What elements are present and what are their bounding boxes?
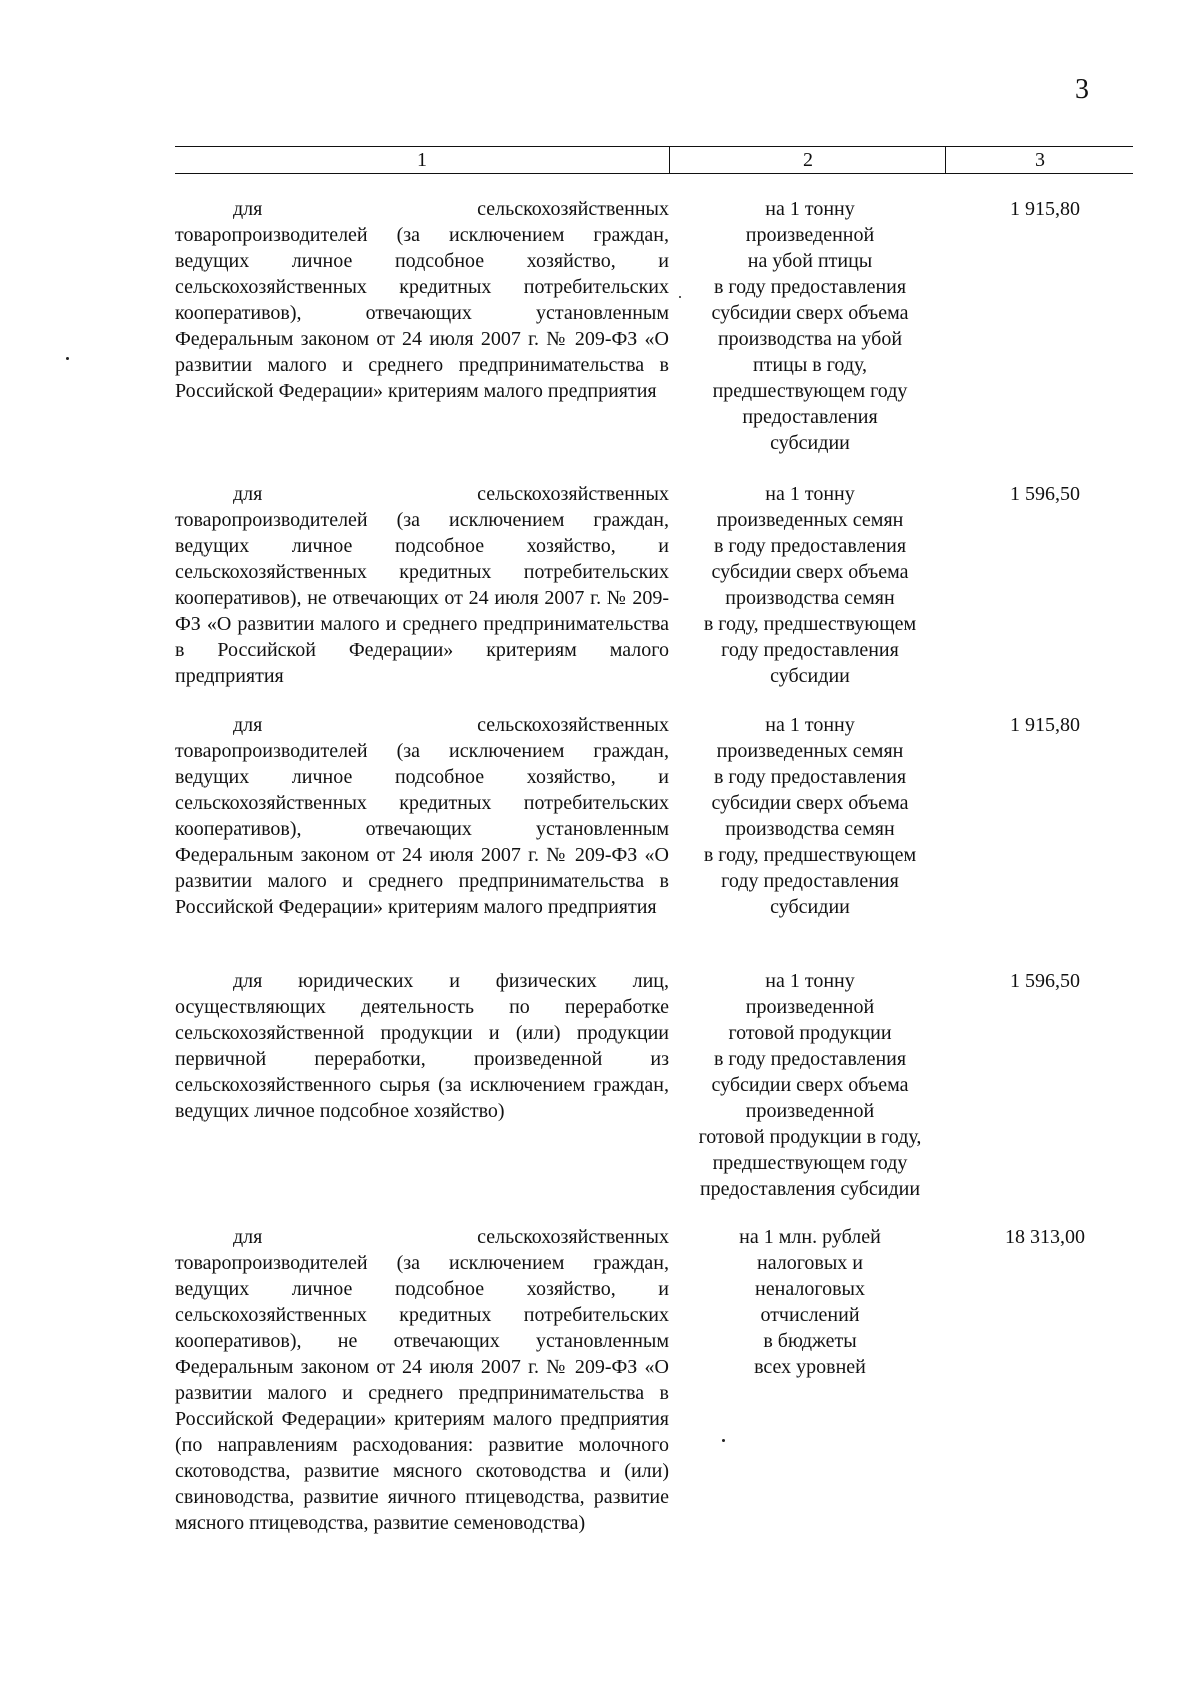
recipient-category xyxy=(175,481,669,689)
recipient-text: товаропроизводителей (за исключением граждан, ведущих личное подсобное хозяйство, и сельскохозяйственных кредитных потребительских кооперативов), не отвечающих от 24 июля 2007 г. № 209-ФЗ «О развитии малого и среднего предпринимательства в Российской Федерации» критериям малого предприятия xyxy=(175,509,669,687)
rate-value: 1 596,50 xyxy=(1010,483,1080,505)
recipient-category xyxy=(175,968,669,1124)
recipient-first-line: для юридических и физических лиц, xyxy=(233,970,669,992)
scan-speck xyxy=(722,1439,725,1442)
unit-of-measure: на 1 тонну произведенной на убой птицы в году предоставления субсидии сверх объема производства на убой птицы в году, предшествующем году предоставления субсидии xyxy=(711,198,909,454)
header-col-3: 3 xyxy=(1035,149,1045,171)
recipient-first-line: для сельскохозяйственных xyxy=(233,198,669,220)
recipient-text: товаропроизводителей (за исключением граждан, ведущих личное подсобное хозяйство, и сельскохозяйственных кредитных потребительских кооперативов), отвечающих установленным Федеральным законом от 24 июля 2007 г. № 209-ФЗ «О развитии малого и среднего предпринимательства в Российской Федерации» критериям малого предприятия xyxy=(175,740,669,918)
rate-value: 1 596,50 xyxy=(1010,970,1080,992)
recipient-text: товаропроизводителей (за исключением граждан, ведущих личное подсобное хозяйство, и сельскохозяйственных кредитных потребительских кооперативов), не отвечающих установленным Федеральным законом от 24 июля 2007 г. № 209-ФЗ «О развитии малого и среднего предпринимательства в Российской Федерации» критериям малого предприятия (по направлениям расходования: развитие молочного скотоводства, развитие мясного скотоводства и (или) свиноводства, развитие яичного птицеводства, развитие мясного птицеводства, развитие семеноводства) xyxy=(175,1252,669,1534)
recipient-text: осуществляющих деятельность по переработке сельскохозяйственной продукции и (или) продукции первичной переработки, произведенной из сельскохозяйственного сырья (за исключением граждан, ведущих личное подсобное хозяйство) xyxy=(175,996,669,1122)
recipient-first-line: для сельскохозяйственных xyxy=(233,1226,669,1248)
table-header xyxy=(175,146,1133,174)
recipient-category xyxy=(175,1224,669,1536)
header-col-2: 2 xyxy=(671,147,946,173)
page-number: 3 xyxy=(1075,74,1089,105)
recipient-category xyxy=(175,196,669,404)
rate-value: 1 915,80 xyxy=(1010,714,1080,736)
rate-value: 18 313,00 xyxy=(1005,1226,1085,1248)
scan-speck xyxy=(66,357,69,360)
recipient-first-line: для сельскохозяйственных xyxy=(233,483,669,505)
recipient-first-line: для сельскохозяйственных xyxy=(233,714,669,736)
unit-of-measure: на 1 млн. рублей налоговых и неналоговых отчислений в бюджеты всех уровней xyxy=(739,1226,881,1378)
unit-of-measure: на 1 тонну произведенных семян в году предоставления субсидии сверх объема производства семян в году, предшествующем году предоставления субсидии xyxy=(703,483,917,687)
recipient-category xyxy=(175,712,669,920)
unit-of-measure: на 1 тонну произведенных семян в году предоставления субсидии сверх объема производства семян в году, предшествующем году предоставления субсидии xyxy=(703,714,917,918)
recipient-text: товаропроизводителей (за исключением граждан, ведущих личное подсобное хозяйство, и сельскохозяйственных кредитных потребительских кооперативов), отвечающих установленным Федеральным законом от 24 июля 2007 г. № 209-ФЗ «О развитии малого и среднего предпринимательства в Российской Федерации» критериям малого предприятия xyxy=(175,224,669,402)
scan-speck xyxy=(679,296,681,298)
header-col-1: 1 xyxy=(175,147,670,173)
rate-value: 1 915,80 xyxy=(1010,198,1080,220)
unit-of-measure: на 1 тонну произведенной готовой продукции в году предоставления субсидии сверх объема произведенной готовой продукции в году, предшествующем году предоставления субсидии xyxy=(698,970,922,1200)
